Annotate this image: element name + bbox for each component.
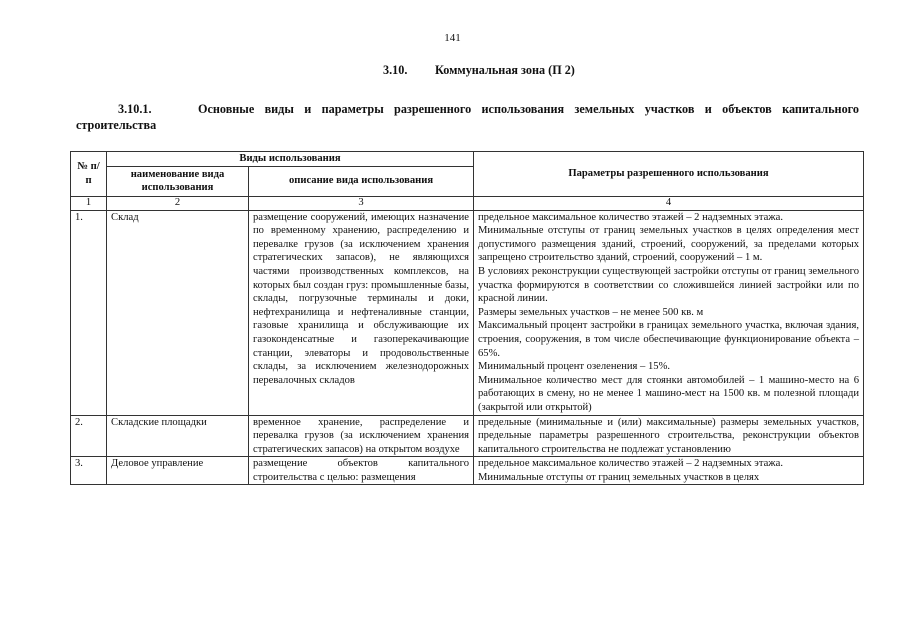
table-row (71, 415, 864, 457)
param-line: предельное максимальное количество этажей – 2 надземных этажа. (478, 211, 783, 223)
header-description: описание вида использования (249, 166, 474, 196)
use-params (474, 415, 864, 457)
header-name: наименование вида использования (107, 166, 249, 196)
use-name: Складские площадки (107, 415, 249, 457)
section-title: Коммунальная зона (П 2) (435, 63, 575, 77)
use-description: временное хранение, распределение и перевалка грузов (за исключением хранения стратегических запасов) на открытом воздухе (249, 415, 474, 457)
table-row (71, 457, 864, 485)
use-name: Деловое управление (107, 457, 249, 485)
param-line: Минимальные отступы от границ земельных участков в целях (478, 471, 760, 483)
row-number: 1. (71, 210, 107, 415)
use-params (474, 210, 864, 415)
page-number: 141 (444, 32, 461, 44)
use-description: размещение объектов капитального строительства с целью: размещения (249, 457, 474, 485)
subsection-number: 3.10.1. (118, 102, 152, 116)
param-line: предельное максимальное количество этажей – 2 надземных этажа. (478, 458, 783, 470)
param-line: предельные (минимальные и (или) максимальные) размеры земельных участков, предельные параметры разрешенного строительства, реконструкции объектов капитального строительства не подлежат установлению (478, 416, 859, 455)
section-heading (383, 63, 575, 78)
subsection-title: Основные виды и параметры разрешенного использования земельных участков и объектов капитального строительства (76, 102, 859, 132)
land-use-table (70, 151, 864, 485)
param-line: Минимальный процент озеленения – 15%. (478, 361, 671, 373)
param-line: Максимальный процент застройки в границах земельного участка, включая здания, строения, сооружения, в том числе обеспечивающие функционирование объекта – 65%. (478, 320, 859, 359)
header-params: Параметры разрешенного использования (474, 152, 864, 197)
row-number: 2. (71, 415, 107, 457)
use-params (474, 457, 864, 485)
header-num: № п/п (71, 152, 107, 197)
index-cell: 4 (474, 196, 864, 210)
index-cell: 3 (249, 196, 474, 210)
param-line: Минимальные отступы от границ земельных участков в целях определения мест допустимого размещения зданий, строений, сооружений, за пределами которых запрещено строительство зданий, строений, сооружений – 1 м. (478, 225, 859, 264)
use-name: Склад (107, 210, 249, 415)
table-row (71, 210, 864, 415)
section-number: 3.10. (383, 63, 408, 77)
param-line: Минимальное количество мест для стоянки автомобилей – 1 машино-место на 6 работающих в смену, но не менее 1 машино-мест на 1500 кв. м полезной площади (закрытой или открытой) (478, 374, 859, 413)
param-line: Размеры земельных участков – не менее 500 кв. м (478, 306, 704, 318)
row-number: 3. (71, 457, 107, 485)
subsection-heading (76, 101, 859, 133)
use-description: размещение сооружений, имеющих назначение по временному хранению, распределению и перевалке грузов (за исключением хранения стратегических запасов), не являющихся частями производственных комплексов, на которых был создан груз: промышленные базы, склады, погрузочные терминалы и доки, нефтехранилища и нефтеналивные станции, газовые хранилища и обслуживающие их газоконденсатные и газоперекачивающие станции, элеваторы и продовольственные склады, за исключением железнодорожных перевалочных складов (249, 210, 474, 415)
header-group: Виды использования (107, 152, 474, 167)
index-cell: 2 (107, 196, 249, 210)
index-cell: 1 (71, 196, 107, 210)
param-line: В условиях реконструкции существующей застройки отступы от границ земельного участка формируются в соответствии со сложившейся линией застройки или по красной линии. (478, 265, 859, 305)
